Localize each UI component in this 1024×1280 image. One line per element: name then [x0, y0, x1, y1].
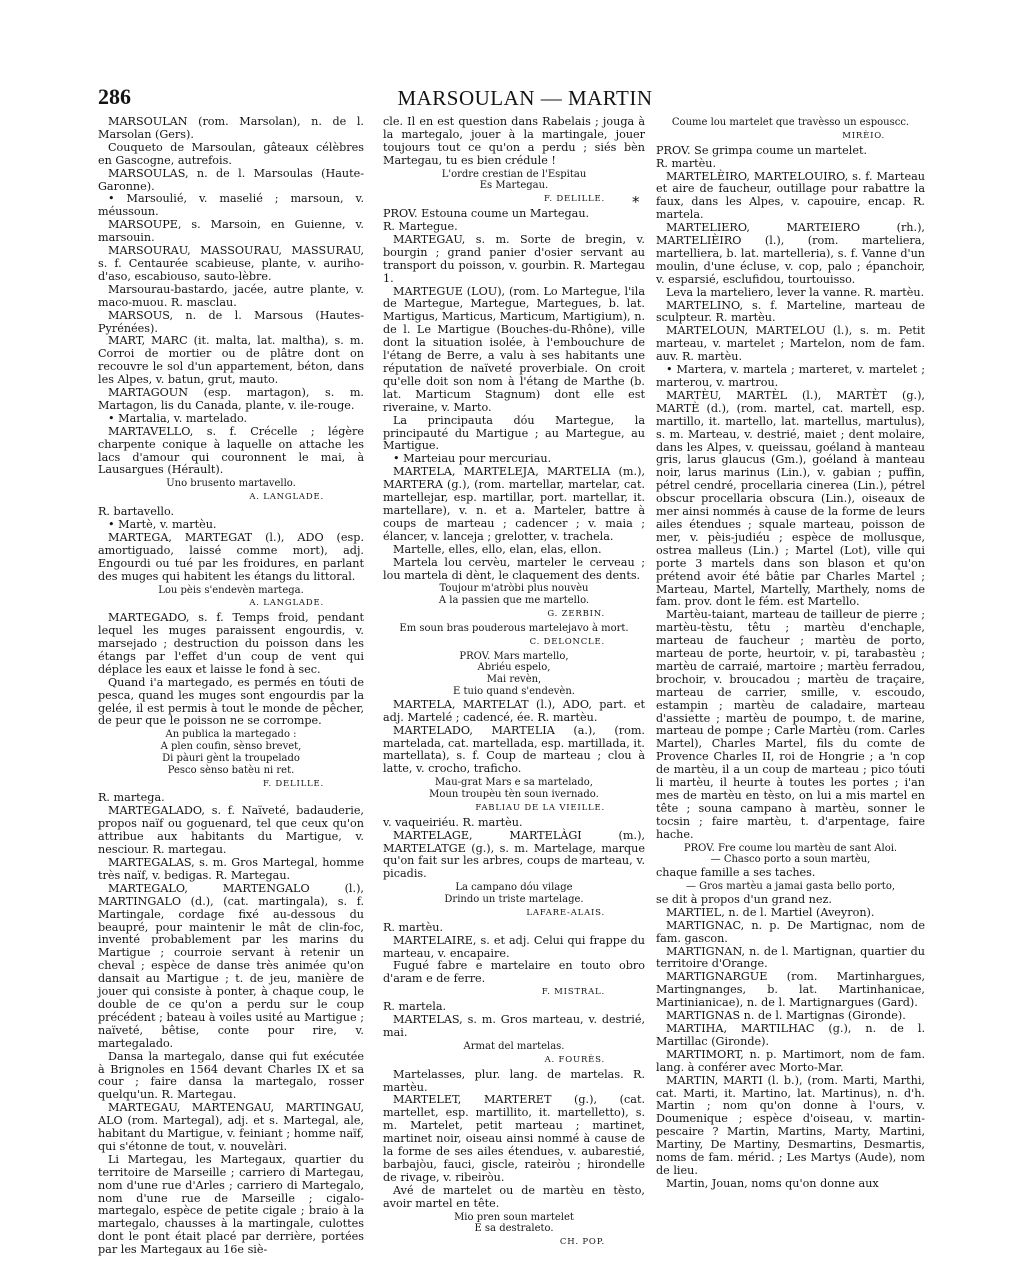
dictionary-quote: La campano dóu vilage Drindo un triste martelage. [444, 882, 584, 906]
dictionary-ref: PROV. Estouna coume un Martegau. [383, 207, 590, 221]
dictionary-author: F. DELILLE. [544, 194, 605, 205]
dictionary-entry: MARTIMORT, n. p. Martimort, nom de fam. lang. à conférer avec Morto-Mar. [656, 1047, 925, 1074]
dictionary-entry: MARTEGAU, MARTENGAU, MARTINGAU, ALO (rom. Martegal), adj. et s. Martegal, ale, habitant du Martigue, v. feiniant ; homme naïf, qui s'étonne de tout, v. nouvelàri. [98, 1101, 364, 1153]
dictionary-entry: MARTELIERO, MARTEIERO (rh.), MARTELIÈIRO (l.), (rom. marteliera, martelliera, b. lat. martelleria), s. f. Vanne d'un moulin, d'une écluse, v. cop, palo ; épanchoir, v. esparsié, esclufidou, tourtouisso. [656, 221, 925, 286]
dictionary-entry: MARTELET, MARTERET (g.), (cat. martellet, esp. martillito, it. martelletto), s. m. Martelet, petit marteau ; martinet, martinet noir, oiseau ainsi nommé à cause de la forme de ses ailes étendues, v. aubarestié, barbajòu, fauci, giscle, rateiròu ; hirondelle de rivage, v. ribeiròu. [383, 1093, 645, 1184]
dictionary-entry: Quand i'a martegado, es permés en tóuti de pesca, quand les muges sont engourdis par la gelée, il est permis à tout le monde de pêcher, de peur que le poisson ne se corrompe. [98, 675, 364, 728]
dictionary-entry: MARTÈU, MARTÈL (l.), MARTÈT (g.), MARTÈ (d.), (rom. martel, cat. martell, esp. martillo, it. martello, lat. martellus, martulus), s. m. Marteau, v. destrié, maiet ; dent molaire, dans les Alpes, v. queissau, goéland à manteau gris, larus glaucus (Gm.), goéland à manteau noir, larus marinus (Lin.), v. gabian ; puffin, pétrel cendré, procellaria cinerea (Lin.), pétrel obscur procellaria obscura (Lin.), oiseaux de mer ainsi nommés à cause de la forme de leurs ailes étendues ; squale marteau, poisson de mer, v. pèis-judiéu ; espèce de mollusque, ostrea malleus (Lin.) ; Martel (Lot), ville qui porte 3 martels dans son blason et qu'on prétend avoir été bâtie par Charles Martel ; Marteau, Martel, Martelly, Marthely, noms de fam. prov. dont le fém. est Martello. [656, 388, 925, 609]
dictionary-entry: Fugué fabre e martelaire en touto obro d'aram e de ferre. [383, 959, 645, 986]
dictionary-quote: PROV. Mars martello, Abriéu espelo, Mai revèn, E tuio quand s'endevèn. [453, 650, 575, 697]
dictionary-entry: Couqueto de Marsoulan, gâteaux célèbres en Gascogne, autrefois. [98, 140, 364, 167]
dictionary-entry: MARTIGNAS n. de l. Martignas (Gironde). [666, 1009, 906, 1023]
dictionary-entry: MARTELA, MARTELEJA, MARTELIA (m.), MARTERA (g.), (rom. martellar, martelar, cat. martellejar, esp. martillar, port. martellar, it. martellare), v. n. et a. Marteler, battre à coups de marteau ; cadencer ; v. maia ; élancer, v. lanceja ; grelotter, v. trachela. [383, 465, 645, 543]
dictionary-entry: MARSOULAN (rom. Marsolan), n. de l. Marsolan (Gers). [98, 115, 364, 141]
dictionary-author: A. LANGLADE. [249, 598, 324, 609]
dictionary-entry: Martelasses, plur. lang. de martelas. R. martèu. [383, 1067, 645, 1094]
dictionary-quote: Armat del martelas. [463, 1040, 565, 1052]
dictionary-entry: MARSOUS, n. de l. Marsous (Hautes-Pyrénées). [98, 308, 364, 335]
dictionary-entry: • Marteiau pour mercuriau. [393, 452, 552, 466]
dictionary-entry: MARTEGALO, MARTENGALO (l.), MARTINGALO (d.), (cat. martingala), s. f. Martingale, cordage fixé au-dessous du beaupré, pour maintenir le mât de clin-foc, inventé probablement par les marins du Martigue ; courroie servant à retenir un cheval ; espèce de danse très animée qu'on dansait au Martigue ; t. de jeu, manière de jouer qui consiste à ponter, à chaque coup, le double de ce qu'on a perdu sur le coup précédent ; bateau à voiles usité au Martigue ; naïveté, bêtise, conte pour rire, v. martegalado. [98, 881, 364, 1050]
dictionary-author: MIRÈIO. [842, 130, 885, 141]
column-middle [383, 115, 645, 1248]
dictionary-quote: Mio pren soun martelet E sa destraleto. [454, 1211, 574, 1235]
dictionary-author: CH. POP. [559, 1237, 605, 1248]
dictionary-entry: Martelle, elles, ello, elan, elas, ellon. [393, 542, 602, 556]
dictionary-entry: MARTELAS, s. m. Gros marteau, v. destrié, mai. [383, 1013, 645, 1040]
dictionary-entry: MARTIN, MARTI (l. b.), (rom. Marti, Marthi, cat. Marti, it. Martino, lat. Martinus), n. d'h. Martin ; nom qu'on donne à l'ours, v. Doumenique ; espèce d'oiseau, v. martin-pescaire ? Martin, Martins, Marty, Martini, Martiny, De Martiny, Desmartins, Desmartis, noms de fam. mérid. ; Les Martys (Aude), nom de lieu. [656, 1073, 925, 1177]
dictionary-ref: cle. Il en est question dans Rabelais ; jouga à la martegalo, jouer à la martingale, jouer toujours tout ce qu'on a perdu ; siés bèn Martegau, tu es bien crédule ! [383, 115, 645, 167]
dictionary-ref: R. Martegue. [383, 220, 458, 234]
dictionary-ref: v. vaqueiriéu. R. martèu. [383, 815, 523, 829]
dictionary-entry: MARTIGNAC, n. p. De Martignac, nom de fam. gascon. [656, 918, 925, 945]
running-head: MARSOULAN — MARTIN [397, 86, 653, 110]
dictionary-quote: An publica la martegado : A plen coufin, sènso brevet, Di pàuri gènt la troupelado Pesco sènso batèu ni ret. [160, 729, 302, 776]
dictionary-entry: MARTAVELLO, s. f. Crécelle ; légère charpente conique à laquelle on attache les lacs d'amour qui couronnent le mai, à Lausargues (Hérault). [98, 424, 364, 477]
dictionary-author: LAFARE-ALAIS. [526, 907, 605, 918]
dictionary-entry: Marsourau-bastardo, jacée, autre plante, v. maco-muou. R. masclau. [98, 282, 364, 309]
dictionary-quote: L'ordre crestian de l'Espitau Es Martegau. [441, 168, 587, 192]
dictionary-quote: PROV. Fre coume lou martèu de sant Aloi. — Chasco porto a soun martèu, [683, 842, 898, 866]
dictionary-author: F. DELILLE. [263, 778, 324, 789]
dictionary-entry: MARTEGA, MARTEGAT (l.), ADO (esp. amortiguado, laissé comme mort), adj. Engourdi ou tué par les froidures, en parlant des muges qui habitent les étangs du littoral. [98, 530, 364, 583]
dictionary-entry: MARTEGAU, s. m. Sorte de bregin, v. bourgin ; grand panier d'osier servant au transport du poisson, v. gourbin. R. Martegau 1. [383, 232, 645, 285]
dictionary-quote: Toujour m'atròbi plus nouvèu A la passien que me martello. [438, 583, 590, 607]
dictionary-author: F. MISTRAL. [541, 987, 605, 998]
dictionary-entry: MARTIGNAN, n. de l. Martignan, quartier du territoire d'Orange. [656, 944, 925, 971]
dictionary-entry: MARTIHA, MARTILHAC (g.), n. de l. Martillac (Gironde). [656, 1022, 925, 1048]
dictionary-entry: MARTELA, MARTELAT (l.), ADO, part. et adj. Martelé ; cadencé, ée. R. martèu. [383, 697, 645, 724]
dictionary-ref: se dit à propos d'un grand nez. [656, 892, 832, 906]
dictionary-ref: chaque famille a ses taches. [656, 866, 816, 880]
column-left [98, 115, 364, 1257]
dictionary-entry: Martèu-taiant, marteau de tailleur de pierre ; martèu-tèstu, têtu ; martèu d'enchaple, marteau de faucheur ; martèu de porto, marteau de porte, heurtoir, v. pi, tarabastèu ; martèu de carraié, martoire ; martèu ferradou, brochoir, v. broucadou ; martèu de traçaire, marteau de carrier, smille, v. escoudo, estampin ; martèu de caladaire, marteau d'assiette ; martèu de poumpo, t. de marine, marteau de pompe ; Carle Martèu (rom. Carles Martel), Charles Martel, fils du comte de Provence Charles II, roi de Hongrie ; a 'n cop de martèu, il a un coup de marteau ; pico tóuti li martèu, il heurte à toutes les portes ; i'an mes de martèu en tèsto, on lui a mis martel en tête ; souna campano à martèu, sonner le tocsin ; faire martèu, t. d'arpentage, faire hache. [656, 608, 925, 841]
dictionary-entry: Martela lou cervèu, marteler le cerveau ; lou martela di dènt, le claquement des dents. [383, 555, 645, 582]
dictionary-author: C. DELONCLE. [529, 636, 605, 647]
dictionary-entry: MARSOURAU, MASSOURAU, MASSURAU, s. f. Centaurée scabieuse, plante, v. auriho-d'aso, escabiouso, sauto-lèbre. [98, 244, 364, 283]
page-number: 286 [98, 84, 131, 109]
dictionary-entry: MARTEGALAS, s. m. Gros Martegal, homme très naïf, v. bedigas. R. Martegau. [98, 856, 364, 882]
dictionary-quote: Mau-grat Mars e sa martelado, Moun troupèu tèn soun ivernado. [429, 777, 599, 801]
dictionary-quote: Lou pèis s'endevèn martega. [158, 584, 304, 596]
dictionary-entry: • Martera, v. martela ; marteret, v. martelet ; marterou, v. martrou. [656, 363, 925, 390]
dictionary-entry: MART, MARC (it. malta, lat. maltha), s. m. Corroi de mortier ou de plâtre dont on recouvre le sol d'un appartement, béton, dans les Alpes, v. batun, grut, mauto. [98, 334, 364, 387]
dictionary-ref: R. martèu. [383, 920, 444, 934]
dictionary-ref: R. martèu. [656, 156, 717, 170]
dictionary-entry: Leva la marteliero, lever la vanne. R. martèu. [666, 285, 925, 299]
dictionary-author: FABLIAU DE LA VIEILLE. [475, 802, 605, 813]
dictionary-entry: Avé de martelet ou de martèu en tèsto, avoir martel en tête. [383, 1183, 645, 1210]
dictionary-quote: Uno brusento martavello. [166, 478, 296, 490]
dictionary-entry: MARTELADO, MARTELIA (a.), (rom. martelada, cat. martellada, esp. martillada, it. martellata), s. f. Coup de marteau ; clou à latte, v. crocho, traficho. [383, 723, 645, 776]
dictionary-entry: MARTEGALADO, s. f. Naïveté, badauderie, propos naïf ou goguenard, tel que ceux qu'on attribue aux habitants du Martigue, v. nesciour. R. martegau. [98, 804, 364, 857]
dictionary-author: A. LANGLADE. [249, 492, 324, 503]
dictionary-entry: • Martalia, v. martelado. [108, 411, 248, 425]
dictionary-quote: — Gros martèu a jamai gasta bello porto, [685, 881, 896, 893]
dictionary-entry: La principauta dóu Martegue, la principauté du Martigue ; au Martegue, au Martigue. [383, 413, 645, 453]
dictionary-entry: MARTAGOUN (esp. martagon), s. m. Martagon, lis du Canada, plante, v. ile-rouge. [98, 386, 364, 412]
dictionary-author: G. ZERBIN. [547, 609, 605, 619]
dictionary-ref: R. martela. [383, 1000, 447, 1014]
dictionary-entry: MARTELÈIRO, MARTELOUIRO, s. f. Marteau et aire de faucheur, outillage pour rabattre la faux, dans les Alpes, v. capouire, encap. R. martela. [656, 169, 925, 222]
dictionary-quote: Coume lou martelet que travèsso un espouscc. [671, 117, 910, 128]
dictionary-entry: MARTEGUE (LOU), (rom. Lo Martegue, l'ila de Martegue, Martegue, Martegues, b. lat. Martigus, Marticus, Marticum, Martigium), n. de l. Le Martigue (Bouches-du-Rhône), ville dont la situation isolée, à l'embouchure de l'étang de Berre, a valu à ses habitants une réputation de naïveté proverbiale. On croit qu'elle doit son nom à l'étang de Marthe (b. lat. Marticum Stagnum) dont elle est riveraine, v. Marto. [383, 284, 645, 414]
dictionary-entry: MARTELAIRE, s. et adj. Celui qui frappe du marteau, v. encapaire. [383, 933, 645, 960]
margin-star-mark: * [632, 193, 640, 211]
dictionary-entry: MARSOULAS, n. de l. Marsoulas (Haute-Garonne). [98, 166, 364, 193]
dictionary-entry: Martin, Jouan, noms qu'on donne aux [666, 1176, 879, 1190]
dictionary-quote: Em soun bras pouderous martelejavo à mort. [399, 622, 629, 634]
dictionary-entry: MARTEGADO, s. f. Temps froid, pendant lequel les muges paraissent engourdis, v. marsejado ; destruction du poisson dans les étangs par l'effet d'un coup de vent qui déplace les eaux et laisse le fond à sec. [98, 611, 364, 676]
dictionary-author: A. FOURÈS. [544, 1054, 605, 1065]
dictionary-entry: MARTELOUN, MARTELOU (l.), s. m. Petit marteau, v. martelet ; Martelon, nom de fam. auv. R. martèu. [656, 324, 925, 364]
dictionary-entry: MARTIEL, n. de l. Martiel (Aveyron). [666, 905, 875, 919]
dictionary-entry: MARTELINO, s. f. Marteline, marteau de sculpteur. R. martèu. [656, 298, 925, 325]
dictionary-entry: • Marsoulié, v. maselié ; marsoun, v. méussoun. [98, 192, 364, 219]
dictionary-ref: R. bartavello. [98, 505, 175, 519]
dictionary-ref: PROV. Se grimpa coume un martelet. [656, 143, 868, 157]
dictionary-entry: Li Martegau, les Martegaux, quartier du territoire de Marseille ; carriero di Martegau, nom d'une rue d'Arles ; carriero di Martegalo, nom d'une rue de Marseille ; cigalo-martegalo, espèce de petite cigale ; braio à la martegalo, chausses à la martingale, culottes dont le pont était placé par derrière, portées par les Martegaux au 16e siè- [98, 1152, 364, 1257]
dictionary-entry: MARTIGNARGUE (rom. Martinhargues, Martingnanges, b. lat. Martinhanicae, Martinianicae), n. de l. Martignargues (Gard). [656, 970, 925, 1010]
dictionary-entry: • Martè, v. martèu. [108, 517, 217, 531]
column-right [656, 116, 925, 1191]
dictionary-entry: MARTELAGE, MARTELÀGI (m.), MARTELATGE (g.), s. m. Martelage, marque qu'on fait sur les arbres, coups de marteau, v. picadis. [383, 828, 645, 881]
dictionary-entry: Dansa la martegalo, danse qui fut exécutée à Brignoles en 1564 devant Charles IX et sa cour ; faire dansa la martegalo, rosser quelqu'un. R. Martegau. [98, 1049, 364, 1102]
dictionary-ref: R. martega. [98, 791, 165, 805]
dictionary-entry: MARSOUPE, s. Marsoin, en Guienne, v. marsouin. [98, 218, 364, 245]
